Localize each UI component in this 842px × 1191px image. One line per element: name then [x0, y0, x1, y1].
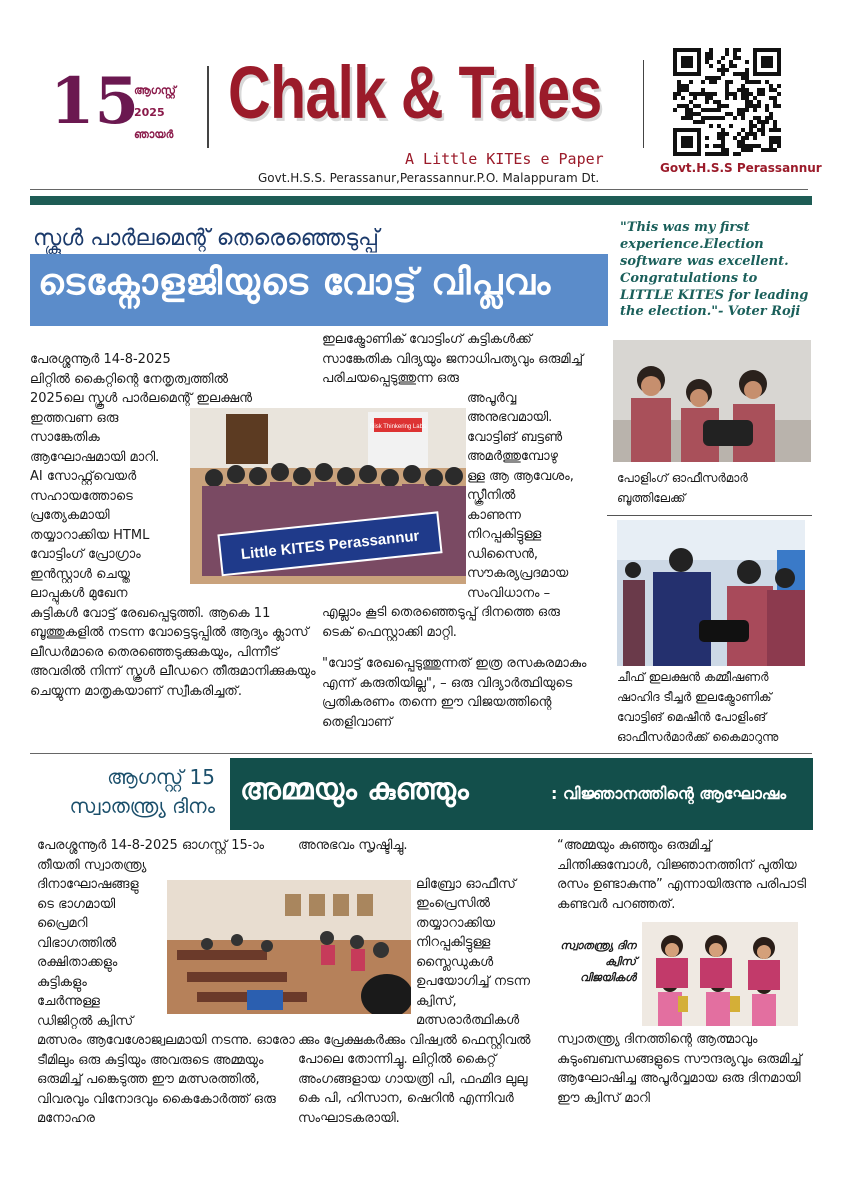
article2-column3-quote: “അമ്മയും കുഞ്ഞും ഒരുമിച്ച് ചിന്തിക്കുമ്പോൾ, വിജ്ഞാനത്തിന് പുതിയ രസം ഉണ്ടാകുന്നു” എന്നായിരുന്നു പരിപാടി കണ്ടവർ പറഞ്ഞത്. [557, 838, 807, 912]
banner-text: Little KITES Perassannur [240, 527, 421, 564]
c1-line: കുട്ടികളും [37, 974, 87, 990]
student-quote: "വോട്ട് രേഖപ്പെടുത്തുന്നത് ഇത്ര രസകരമാകും എന്ന് കരുതിയില്ല", – ഒരു വിദ്യാർത്ഥിയുടെ പ്രതികരണം തന്നെ ഈ വിജയത്തിന്റെ തെളിവാണ് [322, 656, 587, 730]
newspaper-subtitle: A Little KITEs e Paper [405, 150, 604, 168]
c1-paragraph-end: മത്സരം ആവേശോജ്വലമായി നടന്നു. ഓരോ ടീമിലും ഒരു കുട്ടിയും അവരുടെ അമ്മയും ഒരുമിച്ച് പങ്കെടുത്ത ഈ മത്സരത്തിൽ, വിവരവും വിനോദവും കൈകോർത്ത് ഒരു മനോഹര [37, 1033, 295, 1126]
col1-line: സാങ്കേതിക [30, 430, 100, 445]
date-year: 2025 [134, 106, 165, 119]
c1-line: ദിനാഘോഷങ്ങളു [37, 877, 139, 892]
poster-text: Risk Thinkering Labs [370, 424, 426, 430]
caption-polling-officers: പോളിംഗ് ഓഫീസർമാർ ബൂത്തിലേക്ക് [617, 471, 748, 505]
masthead-divider [207, 66, 209, 148]
article2-subheadline: : വിജ്ഞാനത്തിന്റെ ആഘോഷം [551, 784, 787, 803]
section-rule [30, 753, 812, 754]
col2-paragraph: ഇലക്ട്രോണിക് വോട്ടിംഗ് കുട്ടികൾക്ക് സാങ്കേതിക വിദ്യയും ജനാധിപത്യവും ഒരുമിച്ച് പരിചയപ്പെടുത്തുന്ന ഒരു [322, 332, 583, 386]
article1-kicker: സ്കൂൾ പാർലമെന്റ് തെരെഞ്ഞെടുപ്പ് [33, 226, 379, 251]
c2-line: ക്വിസ്, [416, 993, 457, 1009]
col1-line: AI സോഫ്റ്റ്‌വെയർ [30, 469, 137, 484]
col1-line: പ്രത്യേകമായി [30, 508, 110, 523]
quiz-classroom-photo [167, 880, 411, 1014]
col2-line: നിറപ്പകിട്ടുള്ള [467, 527, 542, 542]
col1-line: ഇത്തവണ ഒരു [30, 410, 119, 426]
aug-label-line2: സ്വാതന്ത്ര്യ ദിനം [69, 794, 215, 818]
c2-line: ലിബ്രോ ഓഫീസ് [416, 876, 516, 892]
c2-line: നിറപ്പകിട്ടുള്ള [416, 935, 491, 950]
col2-line: അനുഭവമായി. [467, 410, 553, 425]
c1-line: ടെ ഭാഗമായി [37, 896, 116, 912]
c2-line: മത്സരാർത്ഥികൾ [416, 1013, 520, 1028]
c1-line: ചേർന്നുള്ള [37, 994, 100, 1009]
col1-line: സഹായത്തോടെ [30, 488, 133, 504]
c1-line: ഡിജിറ്റൽ ക്വിസ് [37, 1013, 134, 1029]
aug-label-line1: ആഗസ്റ്റ് 15 [107, 765, 215, 789]
col1-line: ലാപ്പുകൾ മുഖേന [30, 586, 128, 601]
col2-line: സൗകര്യപ്രദമായ [467, 566, 569, 581]
col1-line: ലിറ്റിൽ കൈറ്റിന്റെ നേതൃത്വത്തിൽ [30, 371, 228, 387]
article2-column3-end: സ്വാതന്ത്ര്യ ദിനത്തിന്റെ ആത്മാവും കുടുംബബന്ധങ്ങളുടെ സൗന്ദര്യവും ഒരുമിച്ച് ആഘോഷിച്ച അപൂർവ്വമായ ഒരു ദിനമായി ഈ ക്വിസ് മാറി [557, 1032, 802, 1106]
c2-line: സ്ലൈഡുകൾ [416, 954, 494, 970]
quiz-winners-label: സ്വാതന്ത്ര്യ ദിന ക്വിസ് വിജയികൾ [560, 939, 636, 984]
col1-line: വോട്ടിംഗ് പ്രോഗ്രാം [30, 547, 141, 562]
col1-line: ആഘോഷമായി മാറി. [30, 449, 160, 465]
col2-line: കാണുന്ന [467, 507, 521, 523]
newspaper-title: Chalk & Tales [228, 51, 602, 134]
qr-code-icon[interactable] [673, 48, 781, 156]
students-banner-photo [190, 408, 466, 584]
independence-day-label [40, 763, 215, 821]
evm-handover-photo [617, 520, 805, 666]
col1-line: പേരശ്ശന്നൂർ 14-8-2025 [30, 352, 171, 367]
caption-evm-handover: ചീഫ് ഇലക്ഷൻ കമ്മീഷണർ ഷാഹിദ ടീച്ചർ ഇലക്ട്രോണിക് വോട്ടിങ് മെഷീൻ പോളിംങ് ഓഫീസർമാർക്ക് കൈമാറുന്നു [617, 670, 779, 744]
quiz-winners-photo [642, 922, 798, 1026]
col2-line: അപൂർവ്വ [467, 390, 517, 406]
date-month: ആഗസ്റ്റ് [134, 84, 176, 97]
col1-line: തയ്യാറാക്കിയ HTML [30, 527, 150, 543]
date-number: 15 [50, 64, 140, 139]
school-name: Govt.H.S.S Perassannur [660, 161, 822, 175]
c2-line: അനുഭവം സൃഷ്ടിച്ചു. [298, 838, 408, 853]
col2-line: ഡിസൈൻ, [467, 546, 539, 562]
col2-paragraph-end: എല്ലാം കൂടി തെരഞ്ഞെടുപ്പ് ദിനത്തെ ഒരു ടെക് ഫെസ്റ്റാക്കി മാറ്റി. [322, 605, 560, 640]
col2-line: സംവിധാനം – [467, 585, 551, 601]
col2-line: സ്ക്രീനിൽ [467, 488, 516, 503]
c1-line: പ്രൈമറി [37, 916, 88, 931]
header-rule [30, 189, 808, 190]
c2-line: തയ്യാറാക്കിയ [416, 915, 496, 931]
date-day: ഞായർ [134, 128, 174, 141]
article1-headline: ടെക്നോളജിയുടെ വോട്ട് വിപ്ലവം [38, 262, 552, 303]
col2-line: അമർത്തുമ്പോഴു [467, 449, 558, 464]
masthead-divider-right [643, 60, 644, 148]
col1-line: ഇൻസ്റ്റാൾ ചെയ്ത [30, 566, 130, 582]
col2-line: വോട്ടിങ് ബട്ടൺ [467, 429, 563, 445]
c2-line: ഇംപ്രെസിൽ [416, 896, 491, 911]
col1-paragraph-end: കുട്ടികൾ വോട്ട് രേഖപ്പെടുത്തി. ആകെ 11 ബൂത്തുകളിൽ നടന്ന വോട്ടെടുപ്പിൽ ആദ്യം ക്ലാസ് ലീഡർമാരെ തെരഞ്ഞെടുക്കുകയും, പിന്നീട് അവരിൽ നിന്ന് സ്കൂൾ ലീഡറെ തീരുമാനിക്കുകയും ചെയ്യുന്ന മാതൃകയാണ് സ്വീകരിച്ചത്. [30, 605, 316, 699]
c1-line: തീയതി സ്വാതന്ത്ര്യ [37, 857, 147, 873]
c2-paragraph-end: ക്കും പ്രേക്ഷകർക്കും വിഷ്വൽ ഫെസ്റ്റിവൽ പോലെ തോന്നിച്ചു. ലിറ്റിൽ കൈറ്റ് അംഗങ്ങളായ ഗായത്രി പി, ഫഹ്മിദ ലുലു കെ പി, ഹിസാന, ഷെറിൻ എന്നിവർ സംഘാടകരായി. [298, 1032, 531, 1126]
c1-line: രക്ഷിതാക്കളും [37, 955, 118, 970]
polling-officers-photo [613, 340, 811, 462]
article2-headline: അമ്മയും കുഞ്ഞും [240, 772, 469, 807]
col1-line: 2025ലെ സ്കൂൾ പാർലമെന്റ് ഇലക്ഷൻ [30, 391, 252, 406]
c2-line: ഉപയോഗിച്ച് നടന്ന [416, 974, 530, 989]
col2-line: ള്ള ആ ആവേശം, [467, 468, 574, 484]
sidebar-rule [607, 515, 812, 516]
voter-quote: "This was my first experience.Election software was excellent. Congratulations to LITTLE KITES for leading the election."- Voter Roji [620, 220, 809, 320]
c1-line: വിഭാഗത്തിൽ [37, 935, 117, 951]
school-address: Govt.H.S.S. Perassanur,Perassannur.P.O. Malappuram Dt. [258, 171, 600, 185]
header-bar [30, 196, 812, 205]
c1-line: പേരശ്ശന്നൂർ 14-8-2025 ഓഗസ്റ്റ് 15-ാം [37, 838, 265, 853]
